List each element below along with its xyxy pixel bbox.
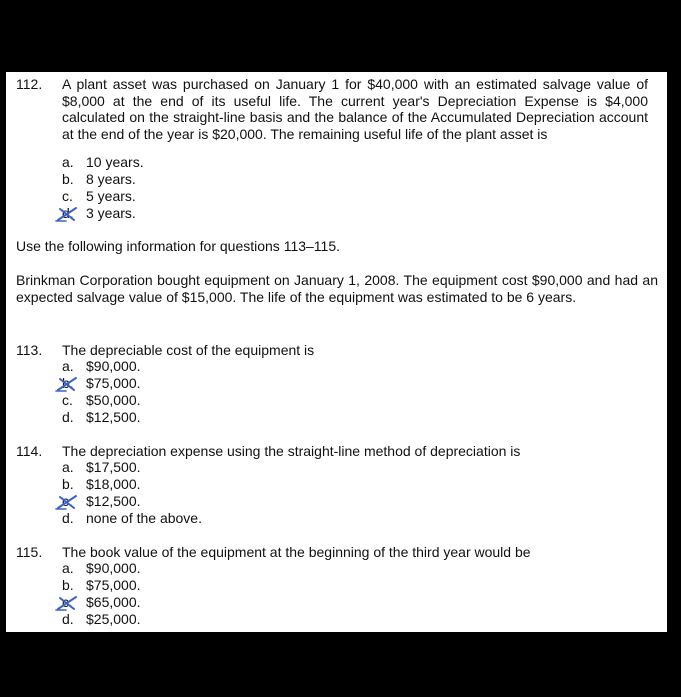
choice-b[interactable] [62, 171, 144, 188]
choice-text: $90,000. [86, 560, 141, 576]
choice-list [62, 560, 141, 628]
question-text: The depreciation expense using the straight-line method of depreciation is [62, 443, 521, 459]
choice-c[interactable] [62, 188, 144, 205]
choice-d[interactable] [62, 510, 202, 527]
choice-letter: a. [62, 560, 74, 576]
choice-d[interactable] [62, 409, 141, 426]
choice-letter: c. [62, 392, 73, 408]
choice-c[interactable] [62, 392, 141, 409]
choice-text: $75,000. [86, 375, 141, 391]
choice-text: none of the above. [86, 510, 202, 526]
choice-letter: c. [62, 188, 73, 204]
choice-c[interactable] [62, 594, 141, 611]
answer-cross-mark-icon [54, 205, 84, 223]
choice-text: $17,500. [86, 459, 141, 475]
info-intro: Use the following information for questions 113–115. [16, 238, 341, 254]
question-number: 113. [16, 342, 43, 358]
choice-b[interactable] [62, 375, 141, 392]
choice-text: 8 years. [86, 171, 136, 187]
choice-text: $12,500. [86, 409, 141, 425]
choice-text: $75,000. [86, 577, 141, 593]
question-text: The book value of the equipment at the beginning of the third year would be [62, 544, 531, 560]
question-number: 114. [16, 443, 43, 459]
choice-text: $65,000. [86, 594, 141, 610]
choice-text: $90,000. [86, 358, 141, 374]
choice-b[interactable] [62, 577, 141, 594]
choice-text: $12,500. [86, 493, 141, 509]
choice-text: 3 years. [86, 205, 136, 221]
choice-letter: a. [62, 358, 74, 374]
choice-a[interactable] [62, 154, 144, 171]
choice-letter: b. [62, 375, 74, 391]
choice-text: 5 years. [86, 188, 136, 204]
choice-a[interactable] [62, 459, 202, 476]
choice-c[interactable] [62, 493, 202, 510]
choice-letter: d. [62, 611, 74, 627]
choice-letter: c. [62, 493, 73, 509]
choice-list [62, 154, 144, 222]
choice-text: 10 years. [86, 154, 144, 170]
choice-text: $25,000. [86, 611, 141, 627]
choice-a[interactable] [62, 358, 141, 375]
choice-letter: b. [62, 171, 74, 187]
choice-list [62, 459, 202, 527]
choice-letter: a. [62, 459, 74, 475]
choice-letter: d. [62, 409, 74, 425]
question-text: A plant asset was purchased on January 1 for $40,000 with an estimated salvage value of $8,000 at the end of its useful life. The current year's Depreciation Expense is $4,000 calculated on the straight-line basis and the balance of the Accumulated Depreciation account at the end of the year is $20,000. The remaining useful life of the plant asset is [62, 76, 648, 142]
answer-cross-mark-icon [54, 375, 84, 393]
choice-d[interactable] [62, 205, 144, 222]
choice-letter: c. [62, 594, 73, 610]
choice-a[interactable] [62, 560, 141, 577]
exam-page [6, 72, 667, 632]
question-number: 112. [16, 76, 43, 92]
choice-text: $50,000. [86, 392, 141, 408]
choice-letter: d. [62, 205, 74, 221]
choice-letter: b. [62, 476, 74, 492]
choice-letter: a. [62, 154, 74, 170]
choice-text: $18,000. [86, 476, 141, 492]
choice-letter: b. [62, 577, 74, 593]
answer-cross-mark-icon [54, 594, 84, 612]
choice-letter: d. [62, 510, 74, 526]
question-text: The depreciable cost of the equipment is [62, 342, 315, 358]
case-description: Brinkman Corporation bought equipment on January 1, 2008. The equipment cost $90,000 and had an expected salvage value of $15,000. The life of the equipment was estimated to be 6 years. [16, 272, 658, 305]
answer-cross-mark-icon [54, 493, 84, 511]
choice-b[interactable] [62, 476, 202, 493]
question-number: 115. [16, 544, 43, 560]
choice-d[interactable] [62, 611, 141, 628]
choice-list [62, 358, 141, 426]
